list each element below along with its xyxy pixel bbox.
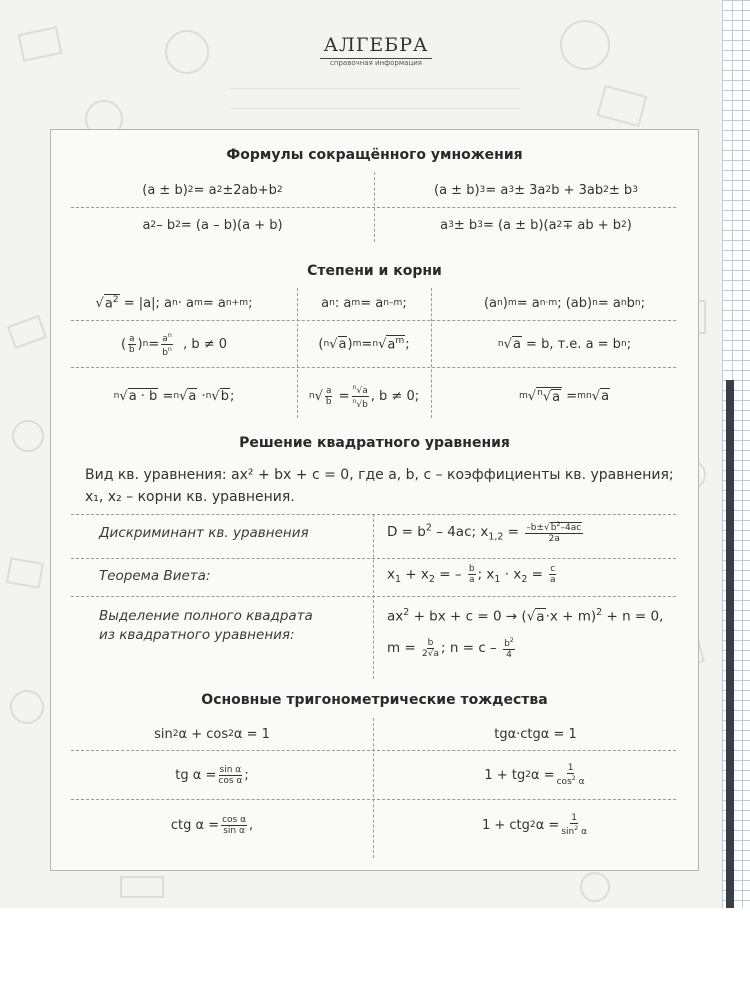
graduation-cap-doodle-icon — [7, 315, 47, 349]
complete-square-formula: $ax^2$ + bx + $c = 0 \to (√a\cdot x + m)^2 + n = 0$, — [387, 607, 664, 625]
quadratic-intro-text: Вид кв. уравнения: ax² + bx + c = 0, где a, b, c – коэффициенты кв. уравнения; x₁, x₂ – корни кв. уравнения. — [85, 467, 674, 505]
formula-power-division: a n : a m = a n–m ; — [321, 295, 407, 311]
formula-nested-root: m √ $^n$√a = mn √ a — [518, 388, 610, 405]
complete-square-label-1: Выделение полного квадрата — [99, 608, 313, 624]
book-doodle-icon — [18, 26, 63, 62]
divider — [71, 320, 676, 321]
vieta-formula: $x_1 + x_2$ = – $\frac{b}{a}$ ; $x_1 \cdot x_2$ = $\frac{c}{a}$ — [387, 564, 556, 586]
section-title-quadratic: Решение квадратного уравнения — [239, 435, 510, 451]
formula-root-power: ( n √ a ) m = n √ $a^m$ ; — [318, 336, 410, 353]
discriminant-formula: $D = b^2 - 4ac$; $x_{1,2}$ = $\frac{-b\pm√b^2-4ac}{2a}$ — [387, 521, 582, 544]
globe-doodle-icon — [580, 872, 610, 902]
formula-sum-of-cubes: a 3 ± b 3 = (a ± b)(a 2 ∓ ab + b 2 ) — [440, 217, 632, 233]
globe-doodle-icon — [560, 20, 610, 70]
name-line — [230, 88, 520, 89]
formula-card — [50, 129, 699, 871]
formula-difference-of-squares: a 2 – b 2 = (a – b)(a + b) — [142, 217, 283, 233]
ruler-doodle-icon — [120, 876, 164, 898]
page-title: АЛГЕБРА — [323, 34, 429, 56]
section-title-trigonometry: Основные тригонометрические тождества — [201, 692, 548, 708]
formula-power-of-power: (a n ) m = a n·m ; (ab) n = a n b n ; — [483, 295, 646, 311]
magnifier-doodle-icon — [12, 420, 44, 452]
formula-tangent: tg α = $\frac{\text{sin α}}{\text{cos α}}$ ; — [175, 764, 249, 786]
divider — [373, 514, 374, 679]
complete-square-label-2: из квадратного уравнения: — [99, 627, 295, 643]
globe-doodle-icon — [10, 690, 44, 724]
formula-root-abs: √ $a^2$ = |a|; a n · a m = a n+m ; — [95, 295, 253, 312]
formula-tg-ctg-product: tgα·ctgα = 1 — [494, 726, 577, 742]
formula-cotangent: ctg α = $\frac{\text{cos α}}{\text{sin α}}$ , — [170, 814, 254, 836]
book-doodle-icon — [6, 557, 44, 589]
section-title-multiplication: Формулы сокращённого умножения — [226, 147, 523, 163]
divider — [71, 750, 676, 751]
formula-root-definition: n √ a = b, т.е. a = b n ; — [497, 336, 632, 352]
globe-doodle-icon — [165, 30, 209, 74]
divider — [71, 799, 676, 800]
formula-root-quotient: n √ $\frac{a}{b}$ = $\frac{^n√a}{^n√b}$ , b ≠ 0; — [308, 383, 420, 410]
binding-strip — [726, 380, 734, 908]
formula-pythagorean-identity: sin 2 α + cos 2 α = 1 — [154, 726, 270, 742]
divider — [71, 207, 676, 208]
name-line — [230, 108, 520, 109]
formula-fraction-power: ( $\frac{a}{b}$ ) n = $\frac{a^n}{b^n}$ , b ≠ 0 — [120, 331, 228, 358]
formula-one-plus-ctg-squared: 1 + ctg 2 α = $\frac{1}{\sin^2 \alpha}$ — [481, 813, 588, 837]
page-subtitle: справочная информация — [330, 59, 422, 67]
complete-square-m-n: m = $\frac{b}{2√a}$ ; n = c – $\frac{b^2}{4}$ — [387, 637, 514, 660]
divider — [71, 367, 676, 368]
formula-one-plus-tg-squared: 1 + tg 2 α = $\frac{1}{\cos^2 \alpha}$ — [484, 763, 585, 787]
discriminant-label: Дискриминант кв. уравнения — [99, 525, 309, 541]
formula-root-product: n √ a · b = n √ a · n √ b ; — [113, 388, 235, 404]
section-title-powers: Степени и корни — [307, 263, 442, 279]
formula-cube-of-sum: (a ± b) 3 = a 3 ± 3a 2 b + 3ab 2 ± b 3 — [434, 182, 638, 198]
book-doodle-icon — [597, 85, 648, 127]
vieta-label: Теорема Виета: — [99, 568, 211, 584]
formula-square-of-sum: (a ± b) 2 = a 2 ±2ab+b 2 — [142, 182, 283, 198]
